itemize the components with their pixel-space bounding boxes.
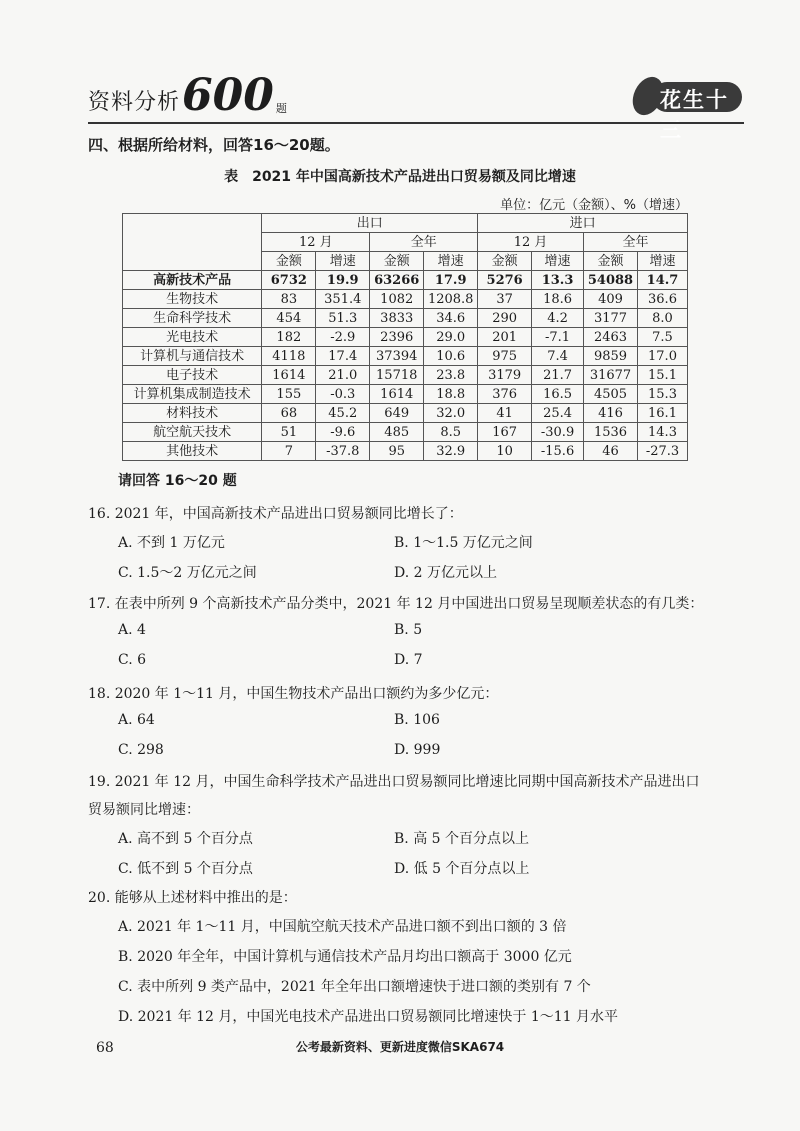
table-cell: 13.3	[532, 271, 584, 290]
question-17-option[interactable]: D. 7	[394, 652, 423, 668]
data-table	[122, 213, 688, 461]
table-cell: 31677	[584, 366, 638, 385]
row-label: 生物技术	[123, 290, 262, 309]
table-cell: 18.6	[532, 290, 584, 309]
header-period: 全年	[584, 233, 688, 252]
book-title	[88, 70, 287, 121]
table-row	[123, 328, 688, 347]
table-cell: 37	[478, 290, 532, 309]
header-rule	[88, 122, 744, 124]
table-cell: 351.4	[316, 290, 370, 309]
table-cell: 201	[478, 328, 532, 347]
table-cell: 17.4	[316, 347, 370, 366]
row-label: 光电技术	[123, 328, 262, 347]
question-18-stem: 18. 2020 年 1～11 月，中国生物技术产品出口额约为多少亿元：	[88, 686, 499, 702]
table-cell: 15718	[370, 366, 424, 385]
table-cell: 975	[478, 347, 532, 366]
table-cell: 4505	[584, 385, 638, 404]
header-metric: 增速	[532, 252, 584, 271]
table-cell: -7.1	[532, 328, 584, 347]
table-cell: 21.7	[532, 366, 584, 385]
table-caption: 表 2021 年中国高新技术产品进出口贸易额及同比增速	[224, 169, 576, 185]
table-cell: 1536	[584, 423, 638, 442]
table-cell: 7.5	[637, 328, 687, 347]
table-cell: 34.6	[424, 309, 478, 328]
table-cell: 15.3	[637, 385, 687, 404]
question-20-option[interactable]: C. 表中所列 9 类产品中，2021 年全年出口额增速快于进口额的类别有 7 个	[118, 979, 591, 995]
table-cell: 95	[370, 442, 424, 461]
table-cell: 54088	[584, 271, 638, 290]
table-cell: 32.9	[424, 442, 478, 461]
brand-text: 花生十三	[660, 88, 729, 142]
question-17-option[interactable]: A. 4	[118, 622, 146, 638]
table-cell: 454	[262, 309, 316, 328]
question-16-option[interactable]: C. 1.5～2 万亿元之间	[118, 565, 257, 581]
table-cell: 16.5	[532, 385, 584, 404]
row-label: 其他技术	[123, 442, 262, 461]
row-label: 计算机与通信技术	[123, 347, 262, 366]
question-18-option[interactable]: D. 999	[394, 742, 441, 758]
table-cell: 17.0	[637, 347, 687, 366]
table-cell: 649	[370, 404, 424, 423]
table-row	[123, 271, 688, 290]
table-cell: 1614	[262, 366, 316, 385]
row-label: 电子技术	[123, 366, 262, 385]
footer-note: 公考最新资料、更新进度微信SKA674	[295, 1040, 505, 1054]
table-cell: -9.6	[316, 423, 370, 442]
book-suffix: 题	[275, 102, 287, 115]
table-cell: 8.0	[637, 309, 687, 328]
table-cell: 2463	[584, 328, 638, 347]
table-row	[123, 385, 688, 404]
question-20-stem: 20. 能够从上述材料中推出的是：	[88, 890, 297, 906]
table-cell: 17.9	[424, 271, 478, 290]
table-cell: 1614	[370, 385, 424, 404]
table-cell: -30.9	[532, 423, 584, 442]
table-cell: 25.4	[532, 404, 584, 423]
row-label: 生命科学技术	[123, 309, 262, 328]
header-metric: 金额	[584, 252, 638, 271]
table-cell: 4118	[262, 347, 316, 366]
table-cell: 416	[584, 404, 638, 423]
question-19-option[interactable]: C. 低不到 5 个百分点	[118, 861, 253, 877]
table-cell: 3833	[370, 309, 424, 328]
table-cell: 7.4	[532, 347, 584, 366]
table-cell: -15.6	[532, 442, 584, 461]
section-title: 四、根据所给材料，回答16～20题。	[88, 136, 340, 154]
table-cell: 46	[584, 442, 638, 461]
table-cell: 51	[262, 423, 316, 442]
book-number: 600	[182, 70, 274, 121]
table-cell: 1082	[370, 290, 424, 309]
table-cell: 14.7	[637, 271, 687, 290]
question-18-option[interactable]: A. 64	[118, 712, 155, 728]
table-row	[123, 290, 688, 309]
table-row	[123, 366, 688, 385]
header-import: 进口	[478, 214, 688, 233]
row-label: 高新技术产品	[123, 271, 262, 290]
table-cell: 63266	[370, 271, 424, 290]
table-cell: 21.0	[316, 366, 370, 385]
table-cell: 29.0	[424, 328, 478, 347]
question-16-option[interactable]: B. 1～1.5 万亿元之间	[394, 535, 533, 551]
table-cell: 155	[262, 385, 316, 404]
header-metric: 金额	[370, 252, 424, 271]
question-16-option[interactable]: A. 不到 1 万亿元	[118, 535, 225, 551]
table-row	[123, 347, 688, 366]
table-header-row-groups	[123, 214, 688, 233]
table-cell: 14.3	[637, 423, 687, 442]
table-cell: 7	[262, 442, 316, 461]
question-17-option[interactable]: B. 5	[394, 622, 423, 638]
header-metric: 增速	[637, 252, 687, 271]
table-cell: 2396	[370, 328, 424, 347]
table-cell: 51.3	[316, 309, 370, 328]
question-18-option[interactable]: B. 106	[394, 712, 440, 728]
table-cell: 1208.8	[424, 290, 478, 309]
table-cell: 19.9	[316, 271, 370, 290]
table-cell: 290	[478, 309, 532, 328]
table-cell: 485	[370, 423, 424, 442]
table-cell: 23.8	[424, 366, 478, 385]
table-cell: 16.1	[637, 404, 687, 423]
table-cell: 37394	[370, 347, 424, 366]
table-cell: 167	[478, 423, 532, 442]
question-20-option[interactable]: B. 2020 年全年，中国计算机与通信技术产品月均出口额高于 3000 亿元	[118, 949, 572, 965]
table-cell: 45.2	[316, 404, 370, 423]
table-row	[123, 404, 688, 423]
row-label: 计算机集成制造技术	[123, 385, 262, 404]
row-label: 材料技术	[123, 404, 262, 423]
page-number: 68	[96, 1040, 114, 1056]
table-cell: 8.5	[424, 423, 478, 442]
table-cell: 376	[478, 385, 532, 404]
table-unit: 单位：亿元（金额）、%（增速）	[500, 198, 688, 213]
question-19-option[interactable]: D. 低 5 个百分点以上	[394, 861, 530, 877]
table-cell: 182	[262, 328, 316, 347]
table-cell: 68	[262, 404, 316, 423]
header-period: 12 月	[478, 233, 584, 252]
question-18-option[interactable]: C. 298	[118, 742, 164, 758]
table-cell: 4.2	[532, 309, 584, 328]
header-metric: 金额	[478, 252, 532, 271]
table-cell: 41	[478, 404, 532, 423]
table-cell: 6732	[262, 271, 316, 290]
header-metric: 金额	[262, 252, 316, 271]
table-row	[123, 423, 688, 442]
table-cell: 3179	[478, 366, 532, 385]
table-row	[123, 309, 688, 328]
table-cell: 10.6	[424, 347, 478, 366]
question-19-stem: 19. 2021 年 12 月，中国生命科学技术产品进出口贸易额同比增速比同期中国高新技术产品进出口贸易额同比增速：	[88, 774, 700, 818]
book-title-text: 资料分析	[88, 90, 181, 115]
question-16-option[interactable]: D. 2 万亿元以上	[394, 565, 497, 581]
question-20-option[interactable]: D. 2021 年 12 月，中国光电技术产品进出口贸易额同比增速快于 1～11 月水平	[118, 1009, 619, 1025]
table-cell: 5276	[478, 271, 532, 290]
question-prompt: 请回答 16～20 题	[118, 473, 237, 489]
brand-logo	[628, 68, 744, 142]
table-corner-cell	[123, 214, 262, 271]
row-label: 航空航天技术	[123, 423, 262, 442]
question-19-option[interactable]: A. 高不到 5 个百分点	[118, 831, 253, 847]
table-cell: 36.6	[637, 290, 687, 309]
header-period: 12 月	[262, 233, 370, 252]
question-17-stem: 17. 在表中所列 9 个高新技术产品分类中，2021 年 12 月中国进出口贸易呈现顺差状态的有几类：	[88, 596, 704, 612]
question-20-option[interactable]: A. 2021 年 1～11 月，中国航空航天技术产品进口额不到出口额的 3 倍	[118, 919, 567, 935]
header-metric: 增速	[424, 252, 478, 271]
table-cell: -2.9	[316, 328, 370, 347]
header-metric: 增速	[316, 252, 370, 271]
question-19-option[interactable]: B. 高 5 个百分点以上	[394, 831, 529, 847]
table-cell: 10	[478, 442, 532, 461]
table-cell: 3177	[584, 309, 638, 328]
table-row	[123, 442, 688, 461]
table-cell: 409	[584, 290, 638, 309]
table-cell: -37.8	[316, 442, 370, 461]
question-16-stem: 16. 2021 年，中国高新技术产品进出口贸易额同比增长了：	[88, 506, 463, 522]
table-cell: -27.3	[637, 442, 687, 461]
table-cell: 32.0	[424, 404, 478, 423]
header-export: 出口	[262, 214, 478, 233]
table-cell: 9859	[584, 347, 638, 366]
header-period: 全年	[370, 233, 478, 252]
table-cell: 15.1	[637, 366, 687, 385]
table-cell: -0.3	[316, 385, 370, 404]
question-17-option[interactable]: C. 6	[118, 652, 147, 668]
table-cell: 83	[262, 290, 316, 309]
table-cell: 18.8	[424, 385, 478, 404]
